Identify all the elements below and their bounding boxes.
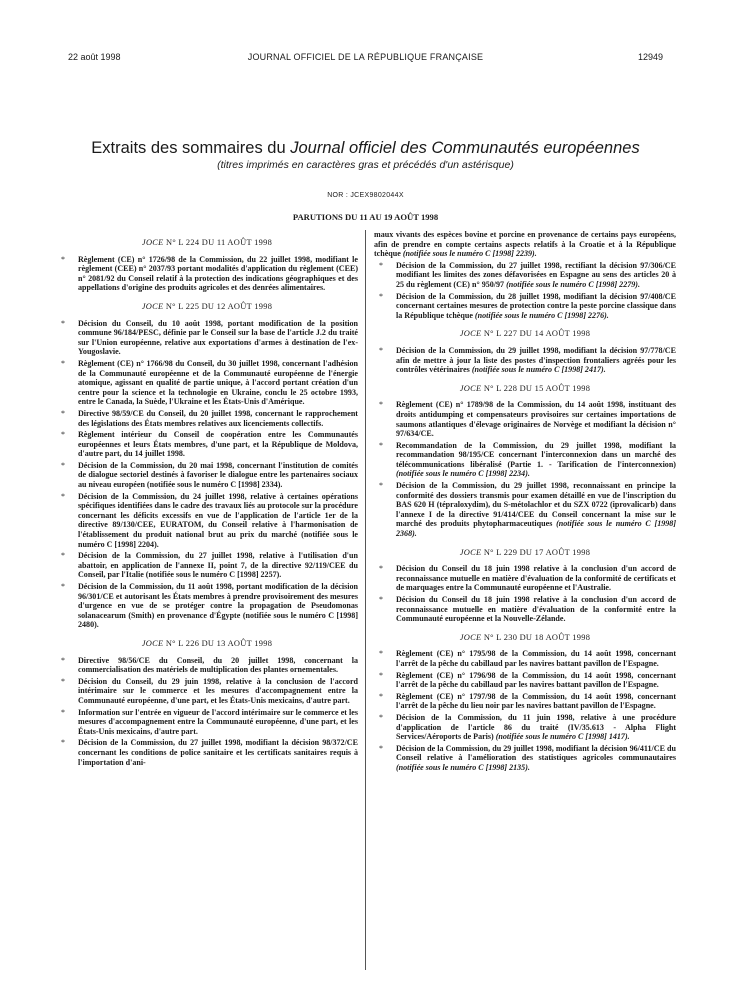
continued-entry [374,230,676,259]
joce-label: JOCE [459,632,482,642]
page-header [68,52,663,66]
entry-text: Décision de la Commission, du 20 mai 1998, concernant l'institution de comités de dialogue sectoriel destinés à favoriser le dialogue entre les partenaires sociaux au niveau européen (notifiée sous le numéro C [1998] 2334). [78,460,358,490]
entry-text: Recommandation de la Commission, du 29 juillet 1998, modifiant la recommandation 98/195/CE concernant l'interconnexion dans un marché des télécommunications libéralisé (Partie 1. - Tarification de l'interconnexion) [396,440,676,469]
section-heading [374,329,676,339]
entry-note: (notifiée sous le numéro C [1998] 1417). [495,732,630,742]
entry-text: Règlement (CE) n° 1726/98 de la Commission, du 22 juillet 1998, modifiant le règlement (CEE) n° 2037/93 portant modalités d'application du règlement (CEE) n° 2081/92 du Conseil relatif à la protection des indications géographiques et des appellations d'origine des produits agricoles et des denrées alimentaires. [78,254,358,293]
entry-text: Information sur l'entrée en vigueur de l'accord intérimaire sur le commerce et les mesures d'accompagnement entre la Communauté européenne, d'une part, et les États-Unis mexicains, d'autre part. [78,707,358,736]
summary-entry [56,582,358,630]
entry-text: Décision de la Commission, du 11 août 1998, portant modification de la décision 96/301/CE et autorisant les États membres à prendre provisoirement des mesures d'urgence en vue de se protéger contre la propagation de Pseudomonas solanacearum (Smith) en provenance d'Égypte (notifiée sous le numéro C [1998] 2480). [78,582,358,630]
asterisk-marker: * [379,670,383,680]
asterisk-marker: * [61,460,65,470]
header-journal: JOURNAL OFFICIEL DE LA RÉPUBLIQUE FRANÇAISE [247,52,484,62]
asterisk-marker: * [379,649,383,659]
section-heading [56,639,358,649]
summary-entry [374,649,676,668]
asterisk-marker: * [379,564,383,574]
asterisk-marker: * [61,655,65,665]
parutions-heading: PARUTIONS DU 11 AU 19 AOÛT 1998 [292,212,439,222]
summary-entry [374,261,676,290]
joce-label: JOCE [459,547,482,557]
asterisk-marker: * [61,707,65,717]
nor-reference: NOR : JCEX9802044X [327,192,404,199]
asterisk-marker: * [61,551,65,561]
asterisk-marker: * [61,430,65,440]
entry-note: (notifiée sous le numéro C [1998] 2276). [474,310,609,320]
asterisk-marker: * [379,400,383,410]
summary-entry [56,430,358,459]
entry-note: (notifiée sous le numéro C [1998] 2417). [471,365,606,375]
entry-text: Décision de la Commission, du 27 juillet 1998, relative à l'utilisation d'un abattoir, en application de l'annexe II, point 7, de la directive 92/119/CEE du Conseil, par l'Italie (notifiée sous le numéro C [1998] 2257). [78,551,358,580]
title-emphasis: Journal officiel des Communautés européennes [290,139,640,157]
issue-number: N° L 226 DU 13 AOÛT 1998 [163,638,273,648]
entry-text: Décision du Conseil du 18 juin 1998 relative à la conclusion d'un accord de reconnaissance mutuelle en matière d'évaluation de la conformité de certificats et de marquages entre la Communauté européenne et l'Australie. [396,564,676,593]
asterisk-marker: * [379,481,383,491]
summary-entry [374,564,676,593]
entry-text: Décision de la Commission, du 27 juillet 1998, rectifiant la décision 97/306/CE modifiant les limites des zones défavorisées en Espagne au sens des articles 20 à 25 du règlement (CE) n° 950/97 [396,260,676,289]
entry-note: (notifiée sous le numéro C [1998] 2135). [396,762,530,772]
issue-number: N° L 228 DU 15 AOÛT 1998 [481,383,591,393]
entry-text: Décision de la Commission, du 28 juillet 1998, modifiant la décision 97/408/CE concernant certaines mesures de protection contre la peste porcine classique dans la République tchèque [396,291,676,320]
summary-entry [56,677,358,706]
summary-entry [374,481,676,539]
asterisk-marker: * [61,582,65,591]
header-date: 22 août 1998 [68,52,121,62]
asterisk-marker: * [379,743,383,753]
joce-label: JOCE [141,638,164,648]
summary-entry [374,671,676,690]
issue-number: N° L 229 DU 17 AOÛT 1998 [481,547,591,557]
asterisk-marker: * [379,712,383,722]
section-heading [374,384,676,394]
entry-text: Décision du Conseil, du 10 août 1998, portant modification de la position commune 96/184/PESC, définie par le Conseil sur la base de l'article J.2 du traité sur l'Union européenne, relative aux exportations d'armes à destination de l'ex-Yougoslavie. [78,318,358,357]
entry-text: Décision de la Commission, du 29 juillet 1998, modifiant la décision 97/778/CE afin de mettre à jour la liste des postes d'inspection frontaliers agréés pour les contrôles vétérinaires [396,345,676,375]
entry-text: Règlement (CE) n° 1766/98 du Conseil, du 30 juillet 1998, concernant l'adhésion de la Communauté européenne et de la Communauté européenne de l'énergie atomique, agissant en qualité de partie unique, à l'accord portant création d'un centre pour la science et la technologie en Ukraine, conclu le 25 octobre 1993, entre le Canada, la Suède, l'Ukraine et les États-Unis d'Amérique. [78,358,358,407]
section-heading [56,238,358,248]
entry-text: maux vivants des espèces bovine et porcine en provenance de certains pays européens, afin de prendre en compte certains aspects relatifs à la Croatie et à la République tchèque [374,230,676,259]
header-page-number: 12949 [637,52,663,62]
page-title [0,139,731,158]
issue-number: N° L 227 DU 14 AOÛT 1998 [481,329,591,339]
asterisk-marker: * [379,291,383,301]
section-heading [374,633,676,643]
summary-entry [56,551,358,580]
entry-text: Décision de la Commission, du 24 juillet 1998, relative à certaines opérations spécifiques identifiées dans le cadre des travaux liés au protocole sur la procédure concernant les déficits excessifs en vue de l'application de l'article 1er de la directive 89/130/CEE, EURATOM, du Conseil relative à l'harmonisation de l'établissement du produit national brut au prix du marché (notifiée sous le numéro C [1998] 2204). [78,491,358,549]
title-pre: Extraits des sommaires du [91,139,291,157]
issue-number: N° L 230 DU 18 AOÛT 1998 [481,632,591,642]
summary-entry [56,255,358,293]
entry-text: Règlement (CE) n° 1797/98 de la Commission, du 14 août 1998, concernant l'arrêt de la pêche du lieu noir par les navires battant pavillon de l'Espagne. [396,691,676,711]
asterisk-marker: * [379,440,383,450]
summary-entry [374,595,676,624]
asterisk-marker: * [61,408,65,418]
summary-entry [56,656,358,675]
entry-note: (notifiée sous le numéro C [1998] 2279). [506,279,640,289]
summary-entry [56,409,358,428]
asterisk-marker: * [61,491,65,501]
summary-entry [56,492,358,550]
summary-entry [374,713,676,742]
entry-text: Décision de la Commission, du 29 juillet 1998, modifiant la décision 96/411/CE du Conseil relative à l'amélioration des statistiques agricoles communautaires [396,743,676,763]
issue-number: N° L 225 DU 12 AOÛT 1998 [163,301,273,311]
entry-text: Directive 98/59/CE du Conseil, du 20 juillet 1998, concernant le rapprochement des législations des États membres relatives aux licenciements collectifs. [78,408,358,428]
entry-note: (notifiée sous le numéro C [1998] 2368). [396,519,677,539]
right-column [374,230,676,775]
asterisk-marker: * [61,738,65,748]
entry-text: Décision de la Commission, du 27 juillet 1998, modifiant la décision 98/372/CE concernant les conditions de police sanitaire et les certificats sanitaires requis à l'importation d'ani- [78,738,358,767]
asterisk-marker: * [379,345,383,355]
asterisk-marker: * [379,691,383,701]
asterisk-marker: * [61,318,65,328]
asterisk-marker: * [379,260,383,270]
summary-entry [56,359,358,407]
summary-entry [374,441,676,479]
summary-entry [56,461,358,490]
joce-label: JOCE [459,329,482,339]
summary-entry [374,346,676,375]
summary-entry [374,292,676,321]
issue-number: N° L 224 DU 11 AOÛT 1998 [163,238,273,247]
entry-text: Décision du Conseil, du 29 juin 1998, relative à la conclusion de l'accord intérimaire sur le commerce et les mesures d'accompagnement entre la Communauté européenne, d'une part, et les États-Unis mexicains, d'autre part. [78,676,358,705]
entry-text: Règlement intérieur du Conseil de coopération entre les Communautés européennes et leurs États membres, d'une part, et la République de Moldova, d'autre part, du 14 juillet 1998. [78,430,358,459]
section-heading [374,548,676,558]
column-separator [365,230,366,970]
left-column [56,230,358,769]
asterisk-marker: * [61,254,65,264]
entry-text: Règlement (CE) n° 1795/98 de la Commission, du 14 août 1998, concernant l'arrêt de la pêche du cabillaud par les navires battant pavillon de l'Espagne. [396,649,676,668]
entry-text: Décision du Conseil du 18 juin 1998 relative à la conclusion d'un accord de reconnaissance mutuelle en matière d'évaluation de la conformité entre la Communauté européenne et la Nouvelle-Zélande. [396,595,676,624]
asterisk-marker: * [61,358,65,368]
entry-text: Directive 98/56/CE du Conseil, du 20 juillet 1998, concernant la commercialisation des matériels de multiplication des plantes ornementales. [78,655,358,675]
entry-text: Décision de la Commission, du 11 juin 1998, relative à une procédure d'application de l'article 86 du traité (IV/35.613 - Alpha Flight Services/Aéroports de Paris) [396,712,676,742]
entry-text: Règlement (CE) n° 1796/98 de la Commission, du 14 août 1998, concernant l'arrêt de la pêche du cabillaud par les navires battant pavillon de l'Espagne. [396,670,676,690]
joce-label: JOCE [459,383,482,393]
joce-label: JOCE [141,301,164,311]
summary-entry [374,692,676,711]
summary-entry [56,708,358,737]
summary-entry [56,319,358,357]
joce-label: JOCE [141,238,164,247]
asterisk-marker: * [61,676,65,686]
entry-note: (notifiée sous le numéro C [1998] 2234). [396,469,530,479]
entry-text: Décision de la Commission, du 29 juillet 1998, reconnaissant en principe la conformité des dossiers transmis pour examen détaillé en vue de l'inscription du BAS 620 H (tépraloxydim), du S-métolachlor et du SZX 0722 (iprovalicarb) dans l'annexe I de la directive 91/414/CEE du Conseil concernant la mise sur le marché des produits phytopharmaceutiques [396,481,676,529]
summary-entry [56,738,358,767]
entry-text: Règlement (CE) n° 1789/98 de la Commission, du 14 août 1998, instituant des droits antidumping et compensateurs provisoires sur certaines importations de saumons atlantiques d'élevage originaires de Norvège et modifiant la décision n° 97/634/CE. [396,400,676,439]
entry-note: (notifiée sous le numéro C [1998] 2239). [402,249,537,259]
page-subtitle: (titres imprimés en caractères gras et précédés d'un astérisque) [217,159,514,171]
summary-entry [374,744,676,773]
summary-entry [374,400,676,438]
section-heading [56,302,358,312]
asterisk-marker: * [379,595,383,604]
